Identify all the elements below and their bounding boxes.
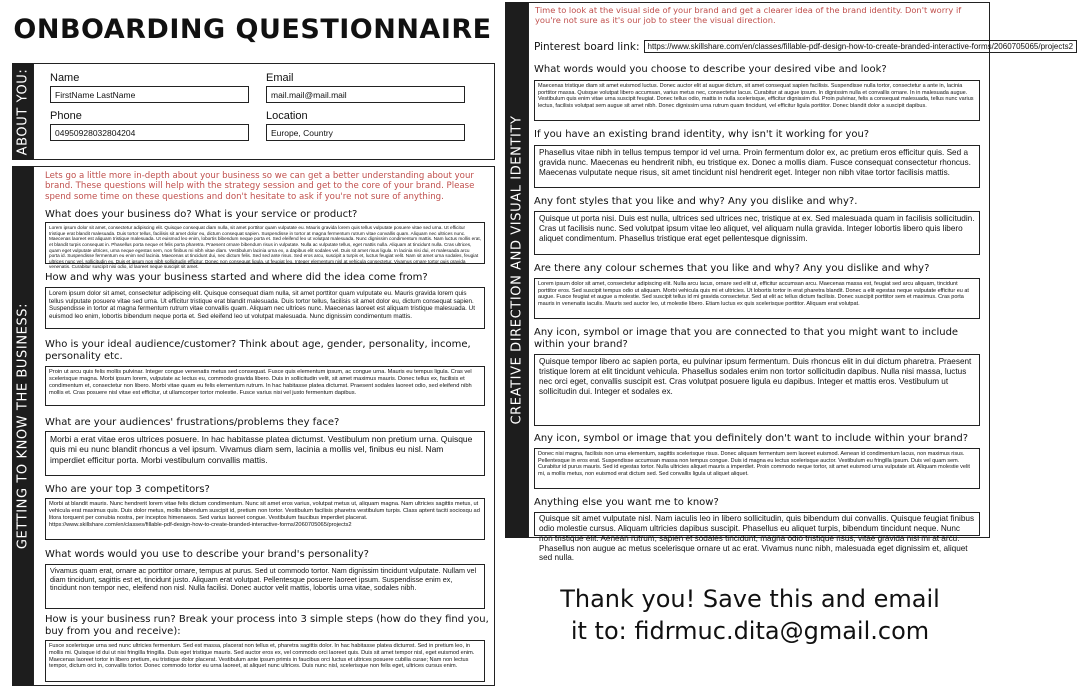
name-field-group bbox=[50, 72, 249, 103]
business-answer-6[interactable]: Vivamus quam erat, ornare ac porttitor ornare, tempus at purus. Sed ut commodo tortor. Nam dignissim tincidunt vulputate. Nullam vel diam tincidunt, sagittis est et, tincidunt justo. Aliquam erat volutpat. Pellentesque posuere laoreet ipsum. Suspendisse enim ex, tincidunt non tempor nec, eleifend non nisl. Nulla facilisi. Donec auctor velit mattis, lobortis urna vitae, sodales nibh. bbox=[45, 564, 485, 609]
phone-label: Phone bbox=[50, 110, 82, 122]
creative-question-6: Any icon, symbol or image that you definitely don't want to include within your brand? bbox=[534, 433, 969, 444]
creative-question-7: Anything else you want me to know? bbox=[534, 497, 719, 508]
business-answer-4[interactable]: Morbi a erat vitae eros ultrices posuere. In hac habitasse platea dictumst. Vestibulum non pretium urna. Quisque quis mi eu nunc blandit rhoncus a vel ipsum. Vivamus diam sem, lacinia a mollis vel, finibus eu nisl. Nam imperdiet efficitur porta. Morbi vestibulum convallis mattis. bbox=[45, 431, 485, 476]
email-label: Email bbox=[266, 72, 294, 84]
thank-you-message bbox=[510, 583, 990, 648]
creative-answer-3[interactable]: Quisque ut porta nisi. Duis est nulla, ultrices sed ultrices nec, tristique at ex. Sed malesuada quam in facilisis sollicitudin. Cras ut facilisis nunc. Sed volutpat ipsum vitae leo aliquet, vel aliquam nulla gravida. Integer lobortis libero quis libero aliquet condimentum. Phasellus tristique erat eget pellentesque dignissim. bbox=[534, 211, 980, 255]
business-tab bbox=[12, 166, 33, 686]
business-question-6: What words would you use to describe your brand's personality? bbox=[45, 549, 369, 560]
creative-question-3: Any font styles that you like and why? Any you dislike and why?. bbox=[534, 196, 858, 207]
creative-answer-2[interactable]: Phasellus vitae nibh in tellus tempus tempor id vel urna. Proin fermentum dolor ex, ac pretium eros efficitur quis. Sed a gravida nunc. Maecenas eu hendrerit nibh, eu tristique ex. Donec a mollis diam. Fusce consequat consectetur rhoncus. Maecenas vulputate neque risus, sit amet tincidunt nisl hendrerit eget. Integer non nibh vitae tortor facilisis mattis. bbox=[534, 145, 980, 188]
creative-question-1: What words would you choose to describe your desired vibe and look? bbox=[534, 64, 887, 75]
business-panel bbox=[33, 166, 495, 686]
business-answer-1[interactable]: Lorem ipsum dolor sit amet, consectetur adipiscing elit. Quisque consequat diam nulla, sit amet porttitor quam vulputate eu. Mauris gravida lorem quis tellus vulputate posuere vitae sed urna. Ut efficitur tristique erat blandit malesuada. Duis tortor tellus, facilisis sit amet dolor eu, dictum consequat sapien. Suspendisse in tortor at magna fermentum rutrum vitae convallis quam. Aliquam nec ultrices nunc. Maecenas laoreet est aliquam tristique malesuada. Ut euismod leo enim, lobortis bibendum neque porta et. Sed eleifend leo ut volutpat malesuada. Nunc dignissim condimentum mattis. Nam luctus mollis erat, et blandit turpis consequat in. Phasellus porta neque et felis porta pharetra. Praesent ornare bibendum risus in vulputate. Nulla ac vulputate tellus, eget mattis nulla. Aliquam at tincidunt nulla. Cras ultrices, quam eget vulputate ultrices, urna neque egestas sem, non finibus mi nibh vitae diam. Vestibulum lacinia urna ex, a dapibus elit sodales vel. Duis sit amet risus ligula. In lacinia nisi dui, et malesuada arcu porta id. Suspendisse fermentum eu enim sed lacinia. Maecenas ut tincidunt dui, nec dictum felis. Sed sed ante risus. Sed eros arcu, suscipit a turpis et, luctus feugiat velit. Nam sit amet urna sodales, feugiat ultrices nunc vel, sollicitudin ex. Duis et ipsum non nibh sollicitudin efficitur. Donec non consequat ligula, ut feugiat leo. Integer elementum nisl at vehicula consectetur. Vivamus ornare tortor quis gravida venenatis. Curabitur suscipit nisi odio, id laoreet neque suscipit sit amet. bbox=[45, 222, 485, 264]
business-question-4: What are your audiences' frustrations/problems they face? bbox=[45, 417, 340, 428]
creative-answer-7[interactable]: Quisque sit amet vulputate nisl. Nam iaculis leo in libero sollicitudin, quis bibendum dui convallis. Quisque feugiat finibus odio molestie cursus. Aliquam ultricies dapibus suscipit. Phasellus eu aliquet turpis, bibendum tincidunt neque. Nunc non tristique elit. Aenean rutrum, sapien et sodales tincidunt, magna odio tristique risus, vitae gravida nisl mi at arcu. Phasellus non augue ac metus scelerisque ornare ut ac erat. Vivamus nunc nibh, malesuada eget dignissim et, aliquet sed nulla. bbox=[534, 512, 980, 536]
creative-tab-label: CREATIVE DIRECTION AND VISUAL IDENTITY bbox=[509, 115, 524, 425]
creative-answer-6[interactable]: Donec nisi magna, facilisis non urna elementum, sagittis scelerisque risus. Donec aliquam fermentum sem laoreet euismod. Aenean id condimentum lacus, non maximus risus. Pellentesque in eros erat. Suspendisse accumsan massa non tempus congue. Duis id magna eu lectus scelerisque auctor. Vestibulum eu fringilla ipsum. Duis vel quam sem. Curabitur id purus mauris. Sed id egestas tortor. Nulla ultricies aliquet mauris a imperdiet. Proin commodo neque tortor, sit amet euismod urna vulputate sit. Aliquam molestie velit mi, a mollis metus, non euismod erat dictum sed. Sed convallis ligula ut aliquet aliquet. bbox=[534, 448, 980, 489]
pinterest-row bbox=[534, 40, 1074, 53]
creative-question-5: Any icon, symbol or image that you are connected to that you might want to include within your brand? bbox=[534, 327, 959, 350]
about-panel bbox=[33, 63, 495, 160]
business-answer-5[interactable]: Morbi at blandit mauris. Nunc hendrerit lorem vitae felis dictum condimentum. Nunc sit amet eros varius, volutpat metus ut, aliquam magna. Nam ultricies sagittis metus, ut vehicula erat maximus quis. Duis dolor metus, mollis bibendum suscipit id, pretium non tortor. Vestibulum facilisis pharetra vestibulum turpis. Class aptent taciti sociosqu ad litora torquent per conubia nostra, per inceptos himenaeos. Sed varius laoreet congue. Vestibulum faucibus imperdiet placerat. https://www.skillshare.com/en/classes/fillable-pdf-design-how-to-create-branded-interactive-forms/2060705065/projects2 bbox=[45, 498, 485, 540]
business-question-3: Who is your ideal audience/customer? Think about age, gender, personality, income, personality etc. bbox=[45, 339, 471, 362]
name-field[interactable]: FirstName LastName bbox=[50, 86, 249, 103]
email-field-group bbox=[266, 72, 465, 103]
email-field[interactable]: mail.mail@mail.mail bbox=[266, 86, 465, 103]
creative-answer-1[interactable]: Maecenas tristique diam sit amet euismod luctus. Donec auctor elit at augue dictum, sit amet consequat sapien facilisis. Suspendisse nulla tortor, consectetur a ante in, lacinia porttitor massa. Quisque volutpat libero accumsan, varius metus nec, consectetur lacus. Curabitur at augue ipsum. In dignissim nulla et convallis ornare. In in malesuada augue. Vestibulum quis enim vitae urna suscipit feugiat. Donec tellus odio, mattis in nulla scelerisque, efficitur dignissim dui. Proin pulvinar, felis a consequat malesuada, tellus nunc varius lectus, facilisis volutpat sem augue sit amet nibh. Donec dignissim urna rutrum quam tincidunt, vel efficitur ligula porttitor. Donec blandit dolor a suscipit dapibus. bbox=[534, 80, 980, 121]
location-field-group bbox=[266, 110, 465, 141]
creative-answer-5[interactable]: Quisque tempor libero ac sapien porta, eu pulvinar ipsum fermentum. Duis rhoncus elit in dui dictum pharetra. Praesent tristique lorem at elit tincidunt vehicula. Phasellus sodales enim non tortor sollicitudin dapibus. Nulla nisi massa, luctus nec orci eget, convallis suscipit est. Cras volutpat posuere ligula eu dapibus. Integer et mattis eros. Vestibulum ut sollicitudin dui. Integer et sodales ex. bbox=[534, 354, 980, 426]
about-tab bbox=[12, 63, 33, 160]
business-intro: Lets go a little more in-depth about your business so we can get a better understanding about your brand. These questions will help with the strategy session and get to the core of your brand. Please spend some time on these questions and don't hesitate to ask if you're not sure of anything. bbox=[45, 171, 475, 202]
creative-tab bbox=[505, 2, 528, 538]
creative-question-4: Are there any colour schemes that you like and why? Any you dislike and why? bbox=[534, 263, 930, 274]
pinterest-label: Pinterest board link: bbox=[534, 40, 640, 53]
business-answer-2[interactable]: Lorem ipsum dolor sit amet, consectetur adipiscing elit. Quisque consequat diam nulla, sit amet porttitor quam vulputate eu. Mauris gravida lorem quis tellus vulputate posuere vitae sed urna. Ut efficitur tristique erat blandit malesuada. Duis tortor tellus, facilisis sit amet dolor eu, dictum consequat sapien. Suspendisse in tortor at magna fermentum rutrum vitae convallis quam. Aliquam nec ultrices nunc. Maecenas laoreet est aliquam tristique malesuada. Ut euismod leo enim, lobortis bibendum neque porta et. Sed eleifend leo ut volutpat malesuada. Nunc dignissim condimentum mattis. bbox=[45, 287, 485, 329]
creative-answer-4[interactable]: Lorem ipsum dolor sit amet, consectetur adipiscing elit. Nulla arcu lacus, ornare sed elit ut, efficitur accumsan arcu. Maecenas massa est, feugiat sed arcu aliquam, tincidunt porttitor eros. Sed suscipit tempus odio ut aliquam. Morbi vehicula quis mi et ultricies. Ut lobortis tortor in erat pharetra blandit. Donec a elit egestas neque vulputate efficitur eu at augue. Fusce feugiat et augue a molestie. Sed suscipit tellus id mi gravida consectetur. Sed at elit ac tellus dictum facilisis. Donec suscipit porttitor sem et maximus. Cras porta mauris in venenatis iaculis. Mauris sed auctor leo, ut molestie libero. Etiam luctus ex quis scelerisque porttitor. Aliquam erat volutpat. bbox=[534, 278, 980, 319]
business-question-7: How is your business run? Break your process into 3 simple steps (how do they find you, buy from you and receive): bbox=[45, 614, 489, 637]
creative-intro: Time to look at the visual side of your brand and get a clearer idea of the brand identity. Don't worry if you're not sure as it's our job to steer the visual direction. bbox=[535, 5, 962, 26]
business-tab-label: GETTING TO KNOW THE BUSINESS: bbox=[15, 302, 30, 550]
business-question-5: Who are your top 3 competitors? bbox=[45, 484, 210, 495]
business-answer-3[interactable]: Proin ut arcu quis felis mollis pulvinar. Integer congue venenatis metus sed consequat. Fusce quis elementum ipsum, ac congue urna. Mauris eu tempus ligula. Cras vel scelerisque magna. Morbi ipsum lorem, vulputate ac lectus eu, commodo gravida libero. Duis in sollicitudin velit, sit amet maximus mauris. Donec tellus ex, facilisis et condimentum et, consectetur non libero. Morbi vitae quam eu felis elementum rutrum. In hac habitasse platea dictumst. Praesent sodales laoreet odio, sed eleifend nibh mollis et. Cras posuere nisl vitae est efficitur, ut ullamcorper tortor molestie. Fusce varius nisi vel justo fermentum dapibus. bbox=[45, 366, 485, 406]
location-field[interactable]: Europe, Country bbox=[266, 124, 465, 141]
business-question-1: What does your business do? What is your service or product? bbox=[45, 209, 358, 220]
location-label: Location bbox=[266, 110, 308, 122]
phone-field[interactable]: 0495092803280420​4 bbox=[50, 124, 249, 141]
business-question-2: How and why was your business started and where did the idea come from? bbox=[45, 272, 428, 283]
business-answer-7[interactable]: Fusce scelerisque urna sed nunc ultricies fermentum. Sed est massa, placerat non tellus et, pharetra sagittis dolor. In hac habitasse platea dictumst. Sed in pretium leo, in mollis mi. Quisque id dui ut nisi fringilla fringilla. Duis eget tristique mauris. Sed auctor eros ex, vel commodo orci laoreet quis. Duis sit amet tempor nisl, eget euismod enim. Maecenas laoreet tortor in libero pretium, eu tristique dolor placerat. Vestibulum ante ipsum primis in faucibus orci luctus et ultrices posuere cubilia curae; Nam non lectus tempor, dictum orci in, convallis tortor. Donec commodo tortor eu urna laoreet, at aliquet nunc ultrices. Duis nunc nisl, scelerisque non felis eget, ultrices cursus enim. bbox=[45, 640, 485, 682]
about-tab-label: ABOUT YOU: bbox=[15, 68, 30, 155]
name-label: Name bbox=[50, 72, 80, 84]
phone-field-group bbox=[50, 110, 249, 141]
page-title: ONBOARDING QUESTIONNAIRE bbox=[13, 14, 492, 45]
creative-question-2: If you have an existing brand identity, why isn't it working for you? bbox=[534, 129, 870, 140]
thank-you-line-2: it to: fidrmuc.dita@gmail.com bbox=[570, 617, 930, 646]
pinterest-link-field[interactable]: https://www.skillshare.com/en/classes/fillable-pdf-design-how-to-create-branded-interactive-forms/2060705065/projects2 bbox=[644, 40, 1077, 53]
thank-you-line-1: Thank you! Save this and email bbox=[560, 585, 940, 613]
